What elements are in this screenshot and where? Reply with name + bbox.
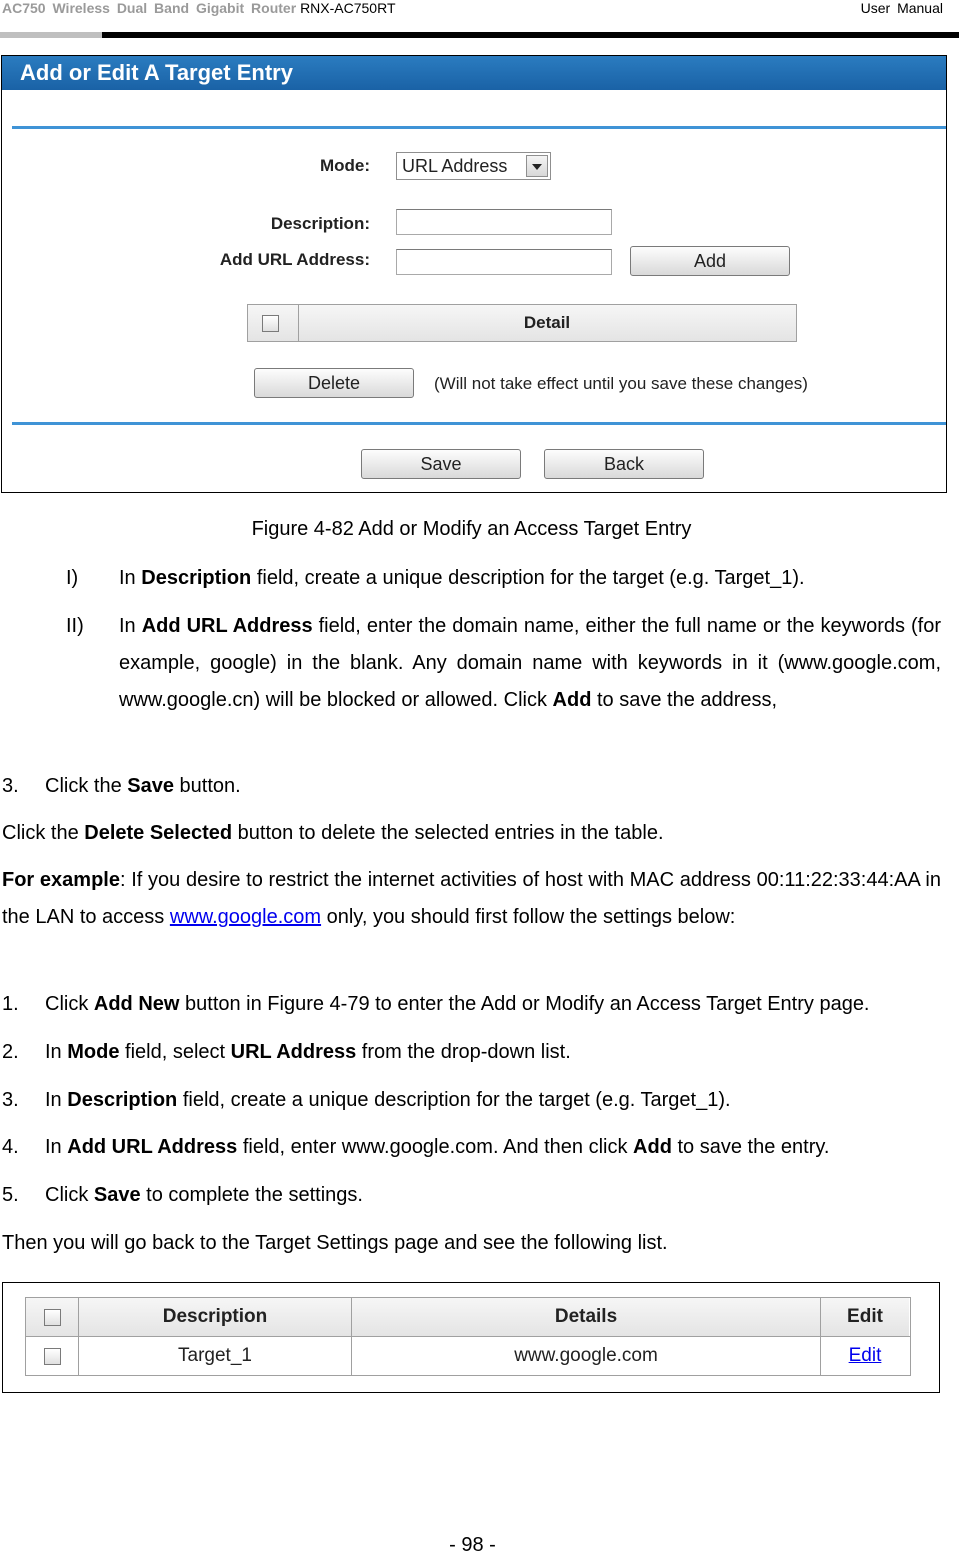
- substep-number: I): [66, 567, 79, 589]
- then-paragraph: Then you will go back to the Target Settings page and see the following list.: [2, 1232, 668, 1254]
- page-number: - 98 -: [449, 1534, 496, 1556]
- row-checkbox[interactable]: [44, 1348, 61, 1365]
- step-number: 3.: [2, 1089, 19, 1111]
- delete-button[interactable]: Delete: [254, 368, 414, 398]
- divider-bottom: [12, 422, 946, 425]
- edit-link[interactable]: Edit: [848, 1345, 882, 1366]
- detail-column-header: Detail: [523, 313, 571, 332]
- substep-number: II): [66, 615, 84, 637]
- add-button[interactable]: Add: [630, 246, 790, 276]
- column-header-edit: Edit: [821, 1298, 909, 1336]
- step-number: 1.: [2, 993, 19, 1015]
- mode-label: Mode:: [319, 156, 370, 175]
- step-text: Click the Save button.: [45, 775, 241, 797]
- chevron-down-icon[interactable]: [526, 155, 548, 177]
- header-rule: [102, 32, 959, 38]
- select-all-checkbox[interactable]: [262, 315, 279, 332]
- figure-add-edit-target: [1, 55, 947, 493]
- header-rule-accent: [0, 32, 102, 38]
- model-name: RNX-AC750RT: [300, 0, 396, 16]
- column-header-description: Description: [79, 1298, 352, 1336]
- product-name: AC750 Wireless Dual Band Gigabit Router: [2, 0, 297, 16]
- row-checkbox-cell: [26, 1337, 79, 1375]
- target-table: [25, 1297, 911, 1376]
- step-number: 4.: [2, 1136, 19, 1158]
- divider-top: [12, 126, 946, 129]
- row-edit-cell: [821, 1337, 909, 1375]
- step-text: In Mode field, select URL Address from the drop-down list.: [45, 1041, 571, 1063]
- select-all-checkbox[interactable]: [44, 1309, 61, 1326]
- example-paragraph: For example: If you desire to restrict the internet activities of host with MAC address 00:11:22:33:44:AA in the LAN to access www.google.com only, you should first follow the settings below:: [2, 869, 941, 928]
- substep-text: In Add URL Address field, enter the domain name, either the full name or the keywords (for example, google) in the blank. Any domain name with keywords in it (www.google.com, www.google.cn) will be blocked or allowed. Click Add to save the address,: [119, 615, 941, 711]
- table-row: [26, 1337, 910, 1375]
- delete-note: (Will not take effect until you save these changes): [434, 374, 808, 393]
- mode-select[interactable]: [396, 152, 551, 180]
- column-header-details: Details: [352, 1298, 821, 1336]
- mode-select-value: URL Address: [402, 156, 508, 176]
- table-header-row: [26, 1298, 910, 1337]
- header-checkbox-cell: [26, 1298, 79, 1336]
- delete-paragraph: Click the Delete Selected button to delete the selected entries in the table.: [2, 822, 664, 844]
- back-button[interactable]: Back: [544, 449, 704, 479]
- step-text: Click Add New button in Figure 4-79 to enter the Add or Modify an Access Target Entry page.: [45, 993, 870, 1015]
- figure-target-list: [2, 1282, 940, 1393]
- add-url-input[interactable]: [396, 249, 612, 275]
- panel-title: Add or Edit A Target Entry: [2, 56, 946, 90]
- description-label: Description:: [270, 214, 370, 233]
- row-description: Target_1: [79, 1337, 352, 1375]
- step-number: 2.: [2, 1041, 19, 1063]
- description-input[interactable]: [396, 209, 612, 235]
- google-link[interactable]: www.google.com: [169, 906, 322, 928]
- detail-table-header: [247, 304, 797, 342]
- step-number: 5.: [2, 1184, 19, 1206]
- running-header-right: User Manual: [860, 0, 943, 16]
- step-number: 3.: [2, 775, 19, 797]
- figure-caption: Figure 4-82 Add or Modify an Access Target Entry: [251, 518, 692, 540]
- step-text: Click Save to complete the settings.: [45, 1184, 363, 1206]
- row-details: www.google.com: [352, 1337, 821, 1375]
- step-text: In Description field, create a unique description for the target (e.g. Target_1).: [45, 1089, 731, 1111]
- add-url-label: Add URL Address:: [219, 250, 370, 269]
- substep-text: In Description field, create a unique description for the target (e.g. Target_1).: [119, 567, 805, 589]
- running-header-left: [2, 0, 396, 16]
- save-button[interactable]: Save: [361, 449, 521, 479]
- step-text: In Add URL Address field, enter www.google.com. And then click Add to save the entry.: [45, 1136, 830, 1158]
